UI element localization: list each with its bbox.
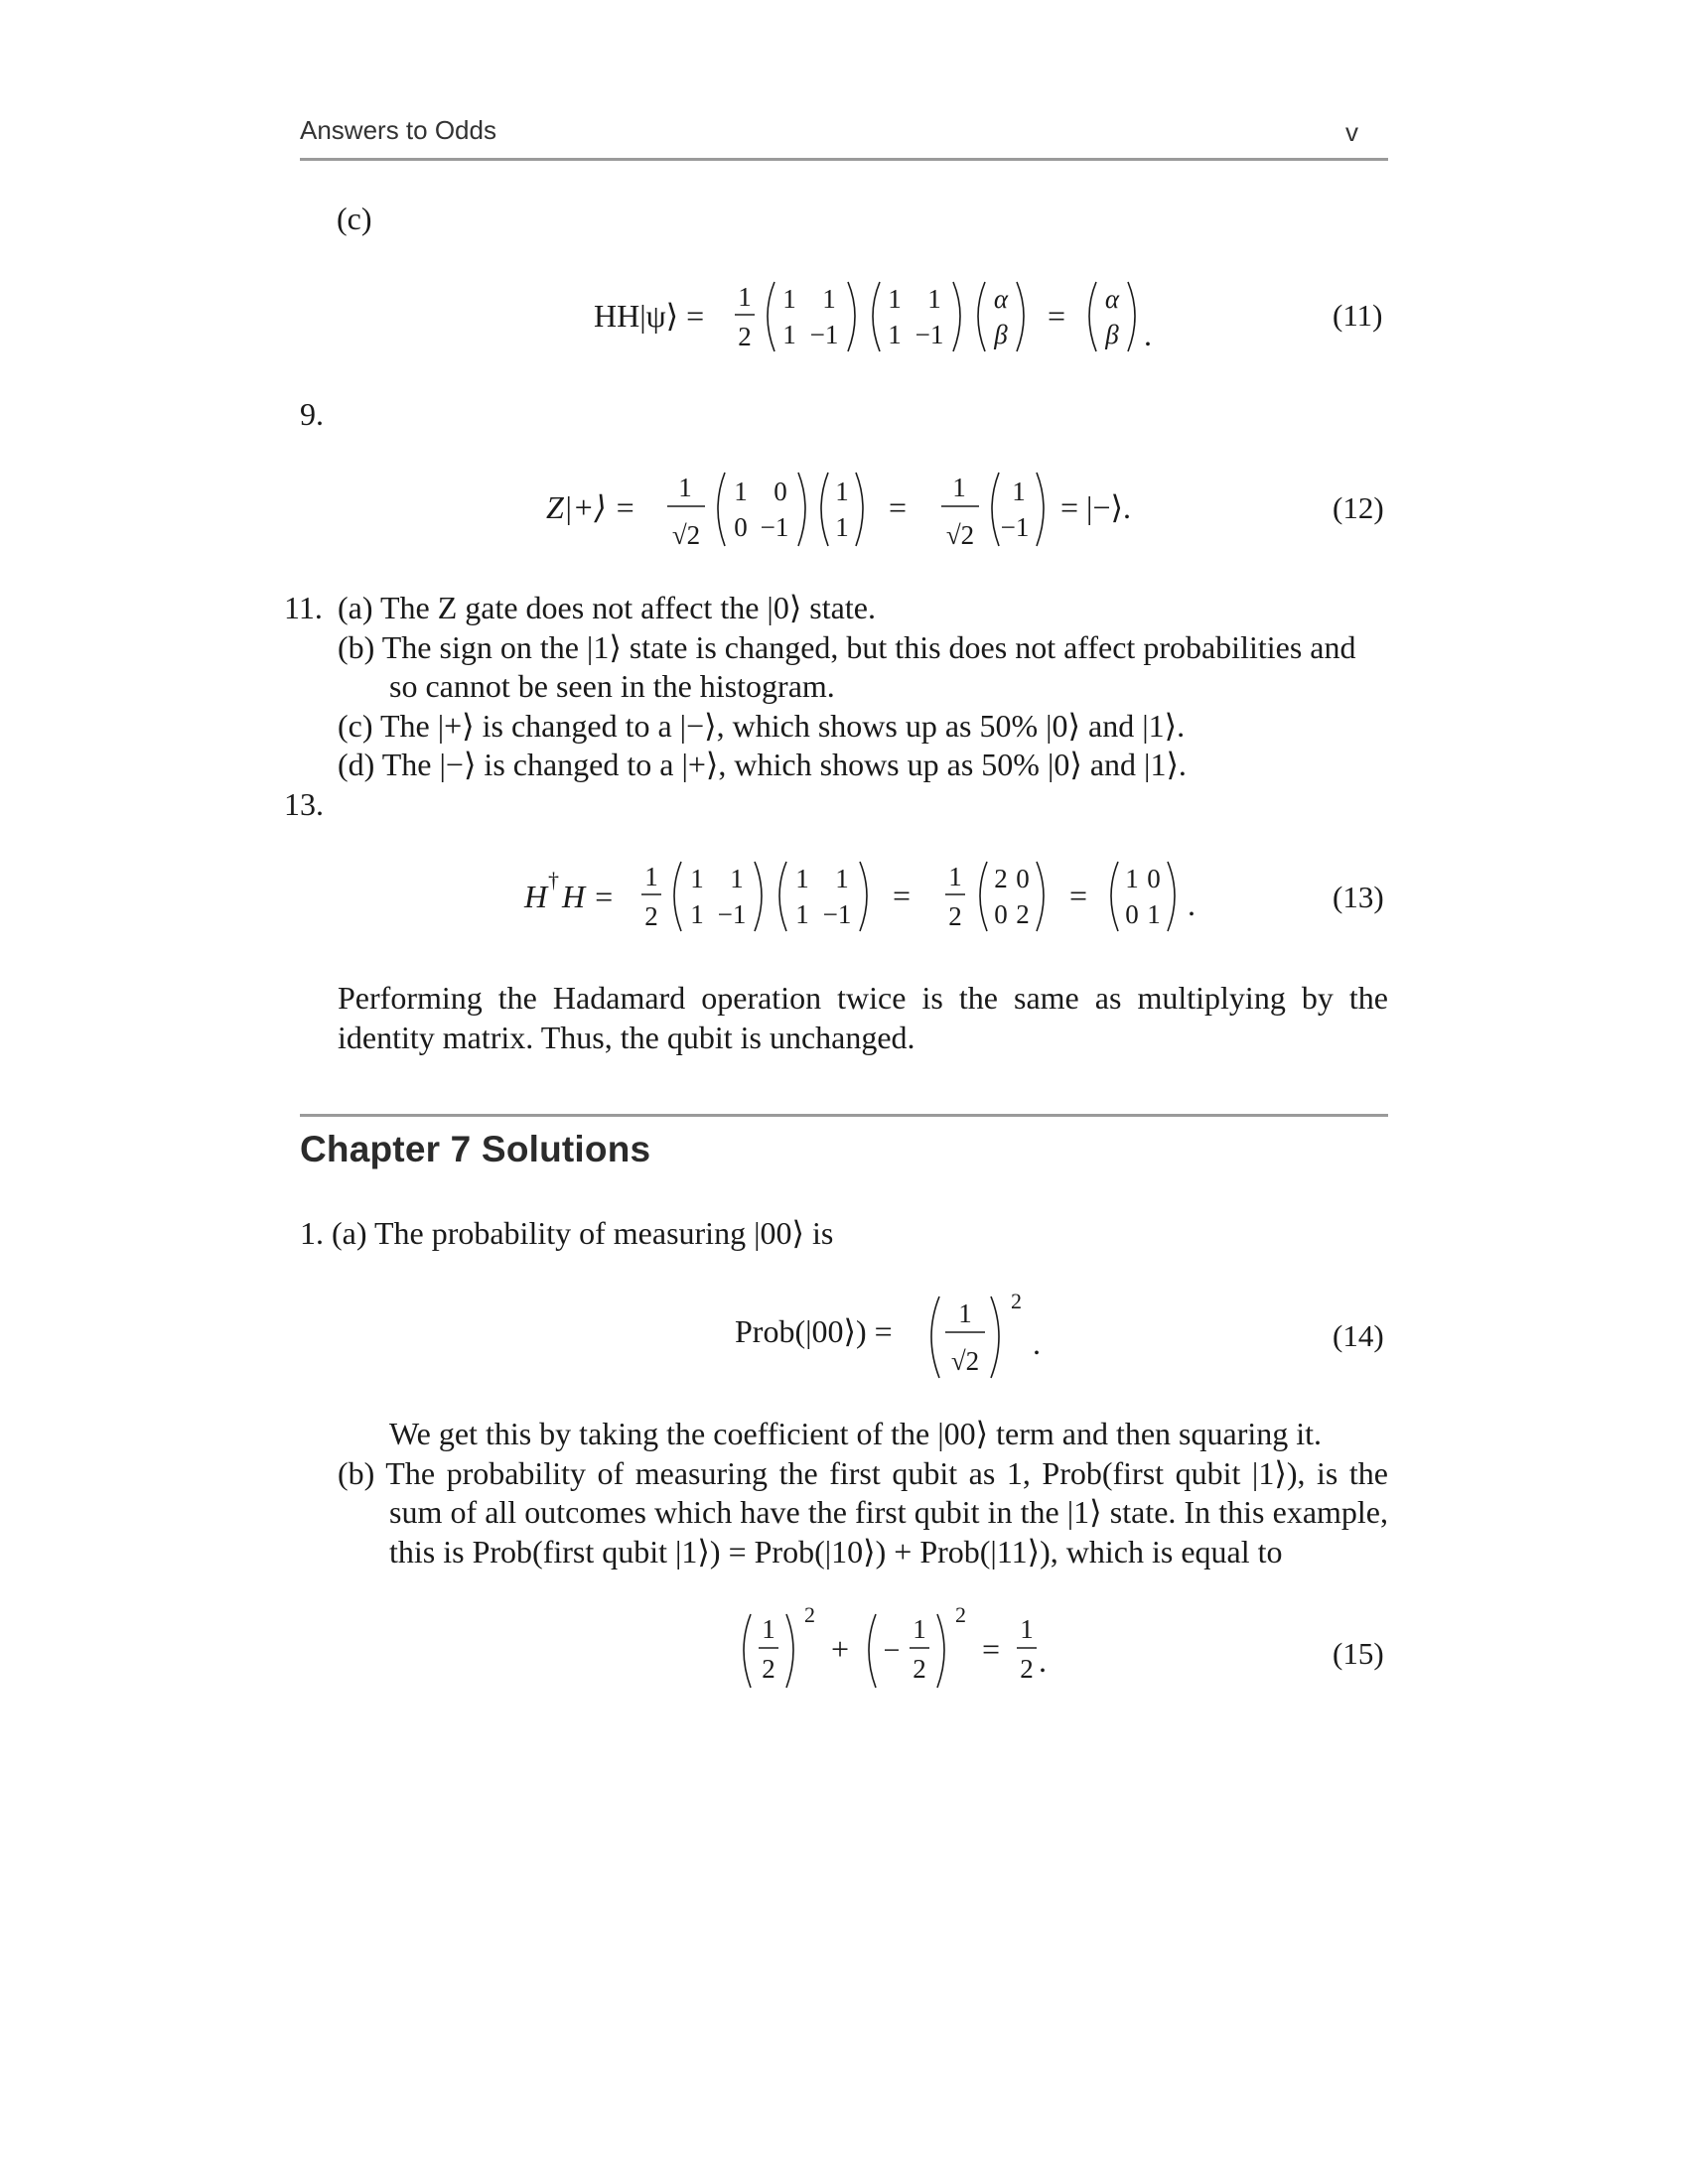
eq15-paren-open	[744, 1614, 751, 1688]
eq15-t2-den: 2	[913, 1654, 926, 1684]
matrix-cell: 2	[994, 864, 1008, 893]
eq15-equals: =	[981, 1631, 1001, 1667]
matrix-cell: 0	[1147, 864, 1161, 893]
eq14-paren-open	[931, 1297, 939, 1378]
matrix-cell: 1	[782, 284, 796, 314]
item-13-text-line1: Performing the Hadamard operation twice is the same as multiplying by the	[338, 980, 1388, 1016]
matrix-cell: −1	[914, 320, 944, 349]
equation-12	[544, 461, 1199, 560]
eq12-paren-close	[856, 473, 863, 546]
matrix-cell: 0	[774, 477, 787, 506]
header-rule	[300, 158, 1388, 161]
item-11-label: 11.	[284, 590, 323, 625]
eq11-period: .	[1144, 317, 1152, 352]
equation-11	[586, 270, 1201, 365]
eq12-rhs: = |−⟩.	[1060, 489, 1131, 525]
vector-cell: 1	[1012, 477, 1026, 506]
matrix-cell: 1	[888, 284, 902, 314]
matrix-cell: 2	[1016, 899, 1030, 929]
eq13-paren-close	[755, 862, 762, 931]
eq13-paren-open	[980, 862, 987, 931]
eq14-lhs: Prob(|00⟩) =	[735, 1313, 893, 1349]
equation-number-11: (11)	[1333, 298, 1383, 333]
item-11d: (d) The |−⟩ is changed to a |+⟩, which shows up as 50% |0⟩ and |1⟩.	[338, 747, 1187, 782]
matrix-cell: 1	[795, 899, 809, 929]
eq13-paren-open	[1111, 862, 1118, 931]
equation-number-14: (14)	[1333, 1318, 1384, 1353]
eq15-period: .	[1039, 1643, 1047, 1679]
eq15-r-num: 1	[1020, 1614, 1034, 1644]
eq12-paren-open	[718, 473, 725, 546]
matrix-cell: 1	[835, 864, 849, 893]
equation-number-13: (13)	[1333, 880, 1384, 914]
item-1b-line2: sum of all outcomes which have the first qubit in the |1⟩ state. In this example,	[389, 1494, 1388, 1530]
eq12-equals: =	[888, 489, 908, 525]
vector-cell: β	[994, 320, 1008, 349]
eq12-lhs: Z|+⟩ =	[546, 489, 636, 525]
eq15-exponent: 2	[955, 1602, 966, 1627]
eq15-paren-close	[786, 1614, 793, 1688]
item-11a: (a) The Z gate does not affect the |0⟩ state.	[338, 590, 876, 625]
eq11-paren-close	[1017, 282, 1024, 351]
matrix-cell: 1	[795, 864, 809, 893]
vector-cell: α	[993, 284, 1009, 314]
item-1a: 1. (a) The probability of measuring |00⟩ is	[300, 1215, 834, 1251]
eq15-t1-num: 1	[762, 1614, 775, 1644]
vector-cell: α	[1104, 284, 1120, 314]
eq15-plus: +	[830, 1631, 850, 1667]
vector-cell: −1	[1000, 512, 1030, 542]
eq13-dagger: †	[548, 868, 559, 892]
eq15-r-den: 2	[1020, 1654, 1034, 1684]
eq13-equals-2: =	[1068, 878, 1088, 913]
matrix-cell: 0	[1016, 864, 1030, 893]
matrix-cell: 1	[927, 284, 941, 314]
eq14-den: √2	[950, 1346, 980, 1376]
equation-14	[731, 1283, 1068, 1392]
item-c-label: (c)	[337, 201, 372, 236]
eq11-coef-den: 2	[738, 322, 752, 351]
matrix-cell: 1	[782, 320, 796, 349]
eq11-paren-open	[768, 282, 774, 351]
eq15-minus: −	[883, 1634, 901, 1667]
item-1b-line3: this is Prob(first qubit |1⟩) = Prob(|10⟩) + Prob(|11⟩), which is equal to	[389, 1534, 1283, 1570]
item-11b-line1: (b) The sign on the |1⟩ state is changed, but this does not affect probabilities and	[338, 629, 1356, 665]
chapter-rule	[300, 1114, 1388, 1117]
eq11-paren-open	[873, 282, 880, 351]
eq13-paren-close	[1037, 862, 1044, 931]
eq13-lhs-rest: H =	[562, 879, 615, 914]
eq15-paren-close	[937, 1614, 944, 1688]
eq14-paren-close	[991, 1297, 999, 1378]
eq13-paren-close	[860, 862, 867, 931]
matrix-cell: 1	[734, 477, 748, 506]
eq12-paren-open	[821, 473, 828, 546]
eq11-paren-close	[1128, 282, 1135, 351]
matrix-cell: 0	[734, 512, 748, 542]
eq11-coef-num: 1	[738, 282, 752, 312]
vector-cell: 1	[835, 512, 849, 542]
eq15-exponent: 2	[804, 1602, 815, 1627]
eq11-paren-close	[848, 282, 855, 351]
page-number: v	[1345, 117, 1358, 147]
item-1b-line1: (b) The probability of measuring the first qubit as 1, Prob(first qubit |1⟩), is the	[338, 1455, 1388, 1491]
eq13-lhs-h: H	[524, 879, 548, 914]
eq15-paren-open	[869, 1614, 876, 1688]
running-header-title: Answers to Odds	[300, 115, 496, 145]
eq12-paren-close	[798, 473, 805, 546]
eq12-coef-den: √2	[671, 520, 701, 550]
eq11-lhs: HH|ψ⟩ =	[594, 298, 705, 334]
eq13-equals: =	[892, 878, 912, 913]
eq12-coef-num: 1	[678, 473, 692, 502]
matrix-cell: −1	[809, 320, 839, 349]
eq13-coef2-num: 1	[948, 862, 962, 891]
matrix-cell: 1	[1147, 899, 1161, 929]
eq13-paren-open	[674, 862, 681, 931]
item-11b-line2: so cannot be seen in the histogram.	[389, 668, 835, 704]
eq12-coef2-den: √2	[945, 520, 975, 550]
eq13-paren-open	[779, 862, 786, 931]
eq12-paren-close	[1037, 473, 1044, 546]
matrix-cell: −1	[822, 899, 852, 929]
matrix-cell: 1	[690, 864, 704, 893]
matrix-cell: 0	[1125, 899, 1139, 929]
eq11-equals: =	[1047, 298, 1066, 334]
chapter-title: Chapter 7 Solutions	[300, 1129, 651, 1169]
eq11-paren-open	[978, 282, 985, 351]
eq11-paren-close	[953, 282, 960, 351]
item-13-label: 13.	[284, 786, 324, 822]
equation-number-15: (15)	[1333, 1636, 1384, 1671]
eq14-period: .	[1033, 1325, 1041, 1361]
eq11-paren-open	[1089, 282, 1096, 351]
item-1a-followup: We get this by taking the coefficient of the |00⟩ term and then squaring it.	[389, 1416, 1323, 1451]
eq12-paren-open	[992, 473, 999, 546]
matrix-cell: −1	[717, 899, 747, 929]
matrix-cell: −1	[760, 512, 789, 542]
eq13-coef-den: 2	[644, 901, 658, 931]
item-11c: (c) The |+⟩ is changed to a |−⟩, which shows up as 50% |0⟩ and |1⟩.	[338, 708, 1186, 744]
matrix-cell: 1	[888, 320, 902, 349]
eq14-num: 1	[958, 1298, 972, 1328]
eq13-period: .	[1188, 887, 1196, 922]
matrix-cell: 1	[822, 284, 836, 314]
matrix-cell: 0	[994, 899, 1008, 929]
eq13-coef-num: 1	[644, 862, 658, 891]
matrix-cell: 1	[730, 864, 744, 893]
vector-cell: β	[1105, 320, 1119, 349]
equation-number-12: (12)	[1333, 490, 1384, 525]
eq13-paren-close	[1168, 862, 1175, 931]
eq15-t1-den: 2	[762, 1654, 775, 1684]
matrix-cell: 1	[690, 899, 704, 929]
matrix-cell: 1	[1125, 864, 1139, 893]
eq14-exponent: 2	[1011, 1289, 1022, 1313]
vector-cell: 1	[835, 477, 849, 506]
item-9-label: 9.	[300, 396, 324, 432]
equation-13	[516, 850, 1201, 945]
eq13-coef2-den: 2	[948, 901, 962, 931]
item-13-text-line2: identity matrix. Thus, the qubit is unchanged.	[338, 1020, 915, 1055]
equation-15	[735, 1598, 1072, 1698]
eq15-t2-num: 1	[913, 1614, 926, 1644]
eq12-coef2-num: 1	[952, 473, 966, 502]
